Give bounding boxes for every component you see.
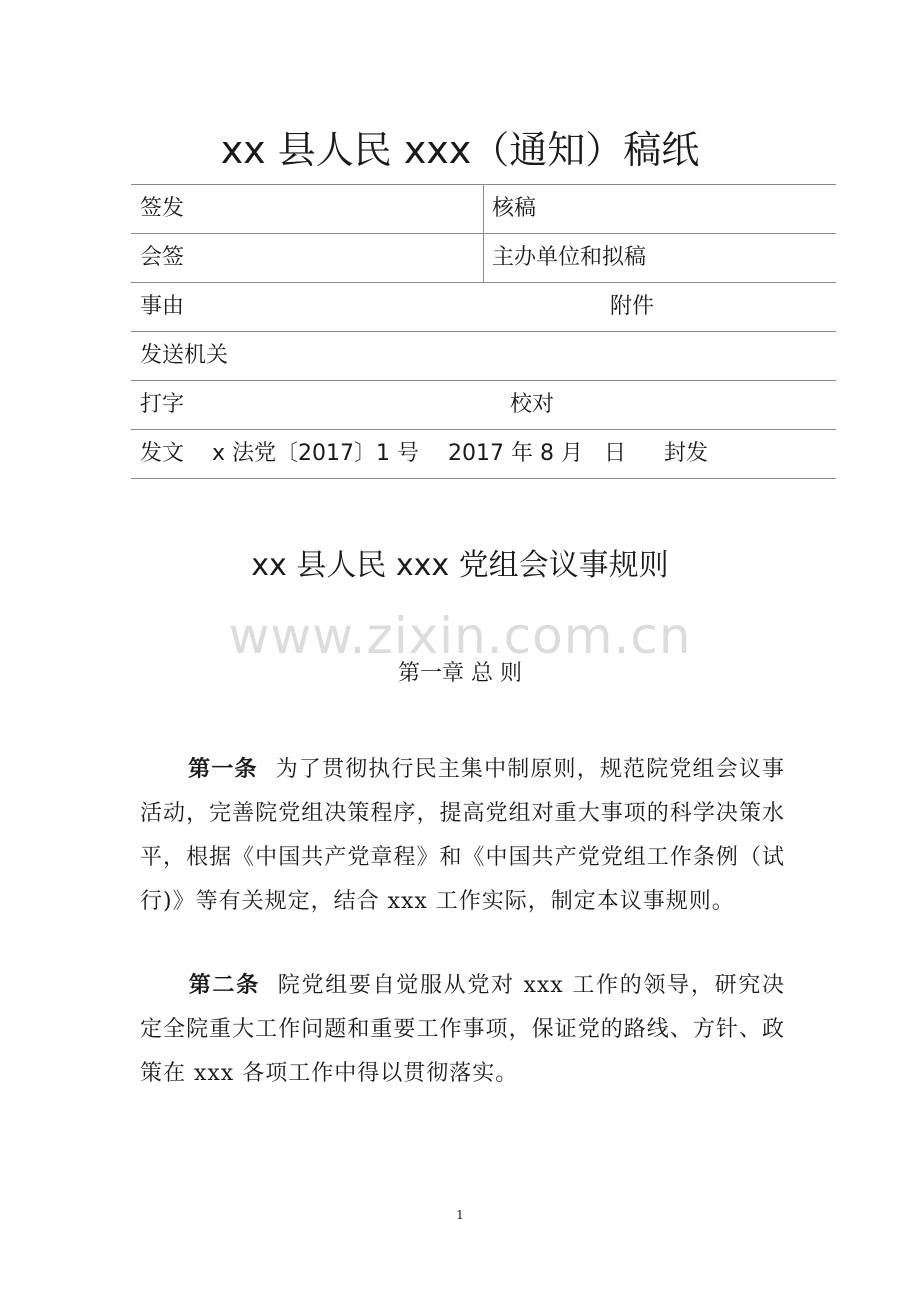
- countersign-label: 会签: [140, 245, 185, 270]
- article-1-label: 第一条: [188, 757, 258, 782]
- table-border-bottom: [131, 478, 836, 479]
- rules-title: xx 县人民 xxx 党组会议事规则: [251, 548, 669, 583]
- article-2-label: 第二条: [188, 973, 260, 998]
- article-2: [140, 964, 785, 1096]
- subject-label: 事由: [140, 294, 185, 319]
- sign-issue-label: 签发: [140, 196, 185, 221]
- article-1-text: 为了贯彻执行民主集中制原则，规范院党组会议事活动，完善院党组决策程序，提高党组对重大事项的科学决策水平，根据《中国共产党章程》和《中国共产党党组工作条例（试行)》等有关规定，结合 xxx 工作实际，制定本议事规则。: [140, 757, 785, 914]
- drafting-unit-label: 主办单位和拟稿: [492, 245, 647, 270]
- page-number: 1: [456, 1208, 464, 1222]
- review-label: 核稿: [492, 196, 537, 221]
- table-row-divider: [131, 331, 836, 332]
- document-title: xx 县人民 xxx（通知）稿纸: [220, 128, 700, 172]
- issue-day: 日: [604, 441, 627, 466]
- typing-label: 打字: [140, 392, 185, 417]
- table-column-divider: [483, 184, 484, 282]
- issue-date: 2017 年 8 月: [448, 441, 583, 466]
- document-number: x 法党〔2017〕1 号: [212, 441, 419, 466]
- chapter-title: 第一章 总 则: [398, 661, 522, 686]
- watermark: www.zixin.com.cn: [228, 607, 692, 665]
- issue-label: 发文: [140, 441, 185, 466]
- attachment-label: 附件: [610, 294, 655, 319]
- table-row-divider: [131, 380, 836, 381]
- proofread-label: 校对: [510, 392, 555, 417]
- seal-label: 封发: [664, 441, 709, 466]
- article-1: [140, 748, 785, 924]
- table-row-divider: [131, 282, 836, 283]
- article-2-text: 院党组要自觉服从党对 xxx 工作的领导，研究决定全院重大工作问题和重要工作事项，保证党的路线、方针、政策在 xxx 各项工作中得以贯彻落实。: [140, 973, 785, 1086]
- table-row-divider: [131, 429, 836, 430]
- send-to-label: 发送机关: [140, 343, 229, 368]
